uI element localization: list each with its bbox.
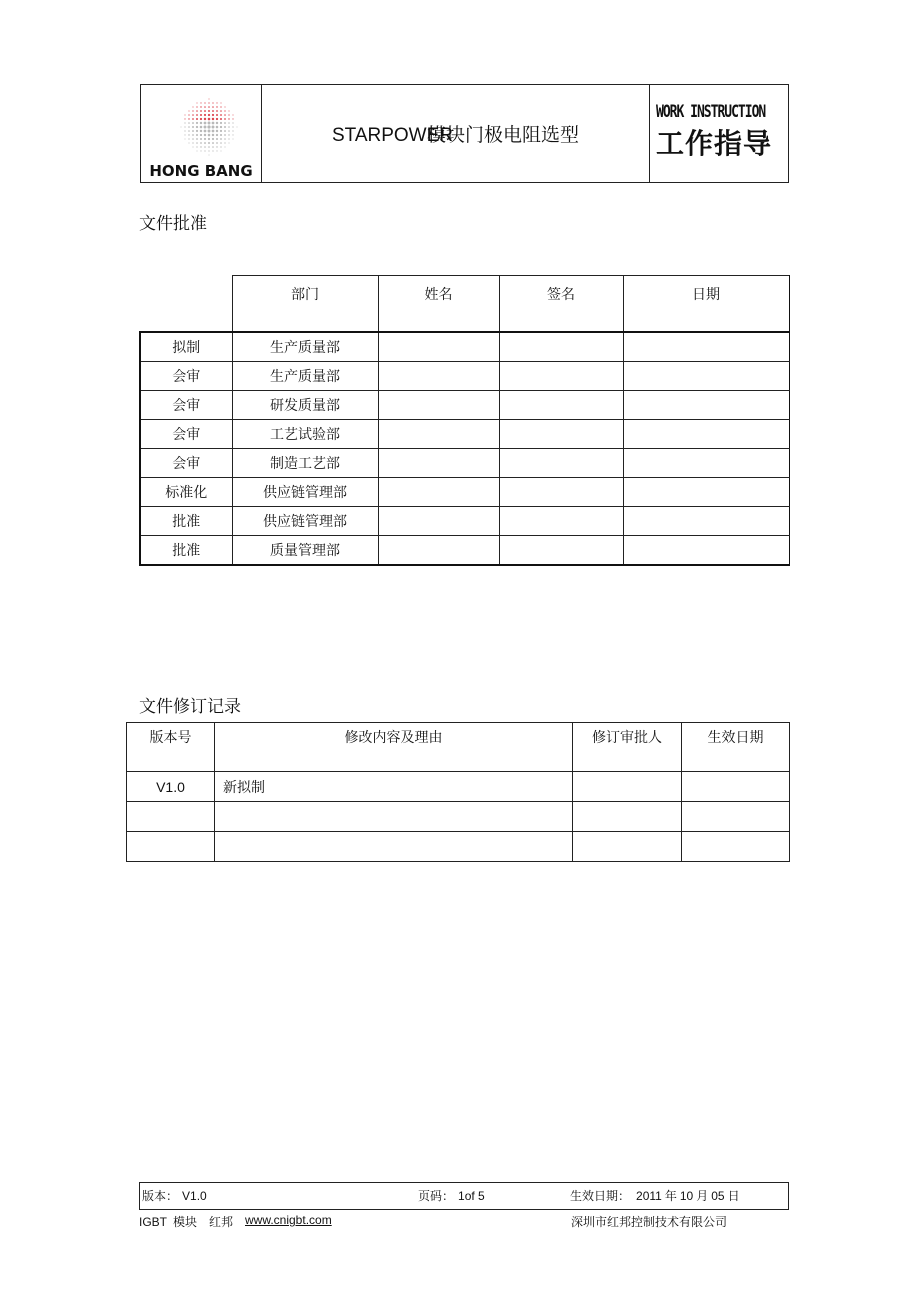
dept-cell: 研发质量部 xyxy=(232,391,378,420)
name-cell xyxy=(378,420,499,449)
header-version: 版本号 xyxy=(127,723,215,772)
revision-header-row xyxy=(127,723,790,772)
table-row xyxy=(140,507,789,536)
company-name: 深圳市红邦控制技术有限公司 xyxy=(571,1215,728,1229)
approval-header-row xyxy=(140,276,789,333)
table-row xyxy=(140,332,789,362)
header-dept: 部门 xyxy=(232,276,378,333)
approver-cell xyxy=(573,832,682,862)
dept-cell: 供应链管理部 xyxy=(232,507,378,536)
header-approver: 修订审批人 xyxy=(573,723,682,772)
table-row xyxy=(140,536,789,566)
date-cell xyxy=(623,332,789,362)
content-cell xyxy=(215,802,573,832)
footer-effective-date: 生效日期： 2011 年 10 月 05 日 xyxy=(570,1189,740,1203)
table-row xyxy=(140,478,789,507)
date-cell xyxy=(623,507,789,536)
name-cell xyxy=(378,362,499,391)
name-cell xyxy=(378,391,499,420)
logo-text: HONG BANG xyxy=(149,162,253,180)
signature-cell xyxy=(499,507,623,536)
role-cell: 会审 xyxy=(140,449,232,478)
hong-bang-logo-icon xyxy=(179,97,239,161)
role-cell: 拟制 xyxy=(140,332,232,362)
table-row xyxy=(127,802,790,832)
footer-info-box xyxy=(139,1182,789,1210)
signature-cell xyxy=(499,420,623,449)
name-cell xyxy=(378,332,499,362)
footer-version: 版本： V1.0 xyxy=(142,1189,207,1203)
header-date: 日期 xyxy=(623,276,789,333)
approver-cell xyxy=(573,772,682,802)
signature-cell xyxy=(499,449,623,478)
role-cell: 会审 xyxy=(140,391,232,420)
role-cell: 标准化 xyxy=(140,478,232,507)
revision-section-title: 文件修订记录 xyxy=(139,697,241,717)
approval-section-title: 文件批准 xyxy=(139,214,207,234)
dept-cell: 制造工艺部 xyxy=(232,449,378,478)
signature-cell xyxy=(499,332,623,362)
date-cell xyxy=(623,478,789,507)
approver-cell xyxy=(573,802,682,832)
signature-cell xyxy=(499,536,623,566)
dept-cell: 供应链管理部 xyxy=(232,478,378,507)
logo-cell xyxy=(141,85,262,183)
effective-date-cell xyxy=(682,832,790,862)
header-effective-date: 生效日期 xyxy=(682,723,790,772)
header-blank xyxy=(140,276,232,333)
table-row xyxy=(140,420,789,449)
signature-cell xyxy=(499,391,623,420)
version-cell xyxy=(127,832,215,862)
work-instruction-en: WORK INSTRUCTION xyxy=(656,102,766,123)
title-cn: 模块门极电阻选型 xyxy=(427,124,580,146)
role-cell: 批准 xyxy=(140,507,232,536)
dept-cell: 质量管理部 xyxy=(232,536,378,566)
revision-table xyxy=(126,722,790,862)
dept-cell: 生产质量部 xyxy=(232,332,378,362)
header-name: 姓名 xyxy=(378,276,499,333)
version-cell xyxy=(127,802,215,832)
role-cell: 批准 xyxy=(140,536,232,566)
name-cell xyxy=(378,536,499,566)
approval-table xyxy=(139,275,790,566)
date-cell xyxy=(623,362,789,391)
content-cell xyxy=(215,832,573,862)
work-instruction-cn: 工作指导 xyxy=(656,127,773,160)
version-cell: V1.0 xyxy=(127,772,215,802)
name-cell xyxy=(378,507,499,536)
footer-brand: IGBT 模块 红邦 xyxy=(139,1215,234,1229)
date-cell xyxy=(623,449,789,478)
table-row xyxy=(127,772,790,802)
document-title xyxy=(262,85,650,183)
role-cell: 会审 xyxy=(140,362,232,391)
content-cell: 新拟制 xyxy=(215,772,573,802)
role-cell: 会审 xyxy=(140,420,232,449)
title-en: STARPOWER xyxy=(331,125,454,146)
date-cell xyxy=(623,420,789,449)
effective-date-cell xyxy=(682,802,790,832)
name-cell xyxy=(378,449,499,478)
dept-cell: 生产质量部 xyxy=(232,362,378,391)
name-cell xyxy=(378,478,499,507)
table-row xyxy=(140,362,789,391)
table-row xyxy=(140,391,789,420)
work-instruction-cell xyxy=(650,85,789,183)
date-cell xyxy=(623,536,789,566)
document-header xyxy=(140,84,789,183)
date-cell xyxy=(623,391,789,420)
header-content: 修改内容及理由 xyxy=(215,723,573,772)
footer-page: 页码： 1of 5 xyxy=(418,1189,485,1203)
table-row xyxy=(127,832,790,862)
dept-cell: 工艺试验部 xyxy=(232,420,378,449)
signature-cell xyxy=(499,478,623,507)
table-row xyxy=(140,449,789,478)
signature-cell xyxy=(499,362,623,391)
effective-date-cell xyxy=(682,772,790,802)
header-signature: 签名 xyxy=(499,276,623,333)
website-link[interactable]: www.cnigbt.com xyxy=(245,1213,332,1227)
